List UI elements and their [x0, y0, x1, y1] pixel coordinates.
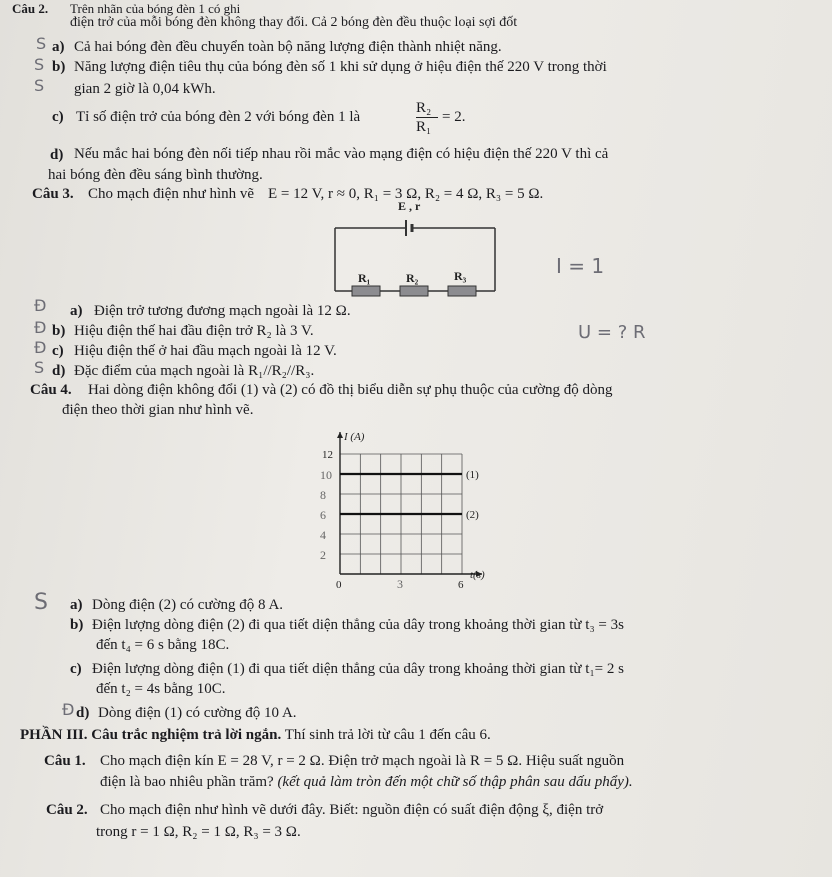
- handwritten-note-i: I = 1: [556, 254, 605, 278]
- q3-c-text: Hiệu điện thế ở hai đầu mạch ngoài là 12 V.: [74, 343, 337, 359]
- chart-labels: [320, 431, 485, 590]
- q4-number: Câu 4.: [30, 382, 72, 398]
- resistor-r2: [400, 286, 428, 296]
- p3-c2-line2: trong r = 1 Ω, R₂ = 1 Ω, R₃ = 3 Ω.: [96, 824, 301, 840]
- part3-heading-row: [20, 726, 491, 744]
- chart-series: [340, 469, 479, 521]
- q2-b-text-line1: Năng lượng điện tiêu thụ của bóng đèn số 1 khi sử dụng ở hiệu điện thế 220 V trong thời: [74, 59, 607, 75]
- q4-intro-line2: điện theo thời gian như hình vẽ.: [62, 402, 254, 418]
- handwritten-x-tick: 3: [397, 577, 403, 590]
- p3-c1-line1: Cho mạch điện kín E = 28 V, r = 2 Ω. Điện trở mạch ngoài là R = 5 Ω. Hiệu suất nguồn: [100, 753, 625, 769]
- handwritten-note-u: U = ? R: [578, 322, 646, 343]
- q2-intro-line1: Trên nhãn của bóng đèn 1 có ghi: [70, 1, 241, 16]
- part3-heading: PHẦN III. Câu trắc nghiệm trả lời ngắn.: [20, 727, 282, 743]
- circuit-diagram: [330, 196, 500, 306]
- q2-b-text-line2: gian 2 giờ là 0,04 kWh.: [74, 81, 216, 97]
- r1-label: R₁: [358, 271, 371, 285]
- handwritten-mark-b: S: [34, 55, 45, 74]
- p3-c1-line2-b: (kết quả làm tròn đến một chữ số thập phân sau dấu phẩy).: [277, 774, 633, 790]
- q3-params: E = 12 V, r ≈ 0, R₁ = 3 Ω, R₂ = 4 Ω, R₃ = 5 Ω.: [268, 186, 544, 202]
- series-label: (2): [466, 509, 479, 521]
- handwritten-y-tick: 4: [320, 528, 326, 542]
- x-tick-label: 6: [458, 579, 464, 590]
- c-formula-denominator: R₁: [416, 119, 432, 135]
- resistor-r1: [352, 286, 380, 296]
- handwritten-mark-q3a: Đ: [34, 296, 47, 315]
- handwritten-mark-q4a: S: [34, 590, 48, 615]
- q3-number: Câu 3.: [32, 186, 74, 202]
- q2-b-label: b): [52, 59, 66, 75]
- q4-b-label: b): [70, 617, 84, 633]
- handwritten-mark-a: S: [36, 34, 47, 53]
- q4-d-text: Dòng điện (1) có cường độ 10 A.: [98, 705, 297, 721]
- q2-a-text: Cả hai bóng đèn đều chuyển toàn bộ năng lượng điện thành nhiệt năng.: [74, 39, 502, 55]
- handwritten-mark-q3c: Đ: [34, 338, 47, 357]
- q4-b-text-line2: đến t₄ = 6 s bằng 18C.: [96, 637, 230, 653]
- q4-c-label: c): [70, 661, 82, 677]
- handwritten-mark-q3b: Đ: [34, 318, 47, 337]
- q3-intro: Cho mạch điện như hình vẽ: [88, 186, 255, 202]
- q2-c-text: Tỉ số điện trở của bóng đèn 2 với bóng đèn 1 là: [76, 109, 361, 125]
- c-formula-rhs: = 2.: [442, 109, 466, 125]
- q2-a-label: a): [52, 39, 65, 55]
- handwritten-y-tick: 2: [320, 548, 326, 562]
- p3-c1-line2-a: điện là bao nhiêu phần trăm?: [100, 774, 274, 790]
- resistor-r3: [448, 286, 476, 296]
- y-tick-label: 12: [322, 449, 333, 461]
- q2-number: Câu 2.: [12, 1, 49, 16]
- q4-a-label: a): [70, 597, 83, 613]
- q4-d-label: d): [76, 705, 90, 721]
- handwritten-y-tick: 10: [320, 468, 332, 482]
- q4-a-text: Dòng điện (2) có cường độ 8 A.: [92, 597, 284, 613]
- handwritten-mark-b2: S: [34, 76, 45, 95]
- y-axis-arrow: [337, 432, 343, 438]
- source-label: E , r: [398, 199, 421, 213]
- q3-a-label: a): [70, 303, 83, 319]
- p3-c2-number: Câu 2.: [46, 802, 88, 818]
- p3-c1-line2: [100, 773, 633, 791]
- q4-intro-line1: Hai dòng điện không đổi (1) và (2) có đồ thị biểu diễn sự phụ thuộc của cường độ dòng: [88, 382, 613, 398]
- q2-intro-line2: điện trở của mỗi bóng đèn không thay đổi. Cả 2 bóng đèn đều thuộc loại sợi đốt: [70, 15, 518, 30]
- q4-c-text-line1: Điện lượng dòng điện (1) đi qua tiết diện thẳng của dây trong khoảng thời gian từ t₁= 2 s: [92, 661, 624, 677]
- q3-b-label: b): [52, 323, 66, 339]
- p3-c2-line1: Cho mạch điện như hình vẽ dưới đây. Biết: nguồn điện có suất điện động ξ, điện trở: [100, 802, 604, 818]
- q4-b-text-line1: Điện lượng dòng điện (2) đi qua tiết diện thẳng của dây trong khoảng thời gian từ t₃ = 3s: [92, 617, 624, 633]
- y-axis-label: I (A): [344, 431, 365, 443]
- q2-d-label: d): [50, 147, 64, 163]
- p3-c1-number: Câu 1.: [44, 753, 86, 769]
- part3-heading-rest: Thí sinh trả lời từ câu 1 đến câu 6.: [284, 727, 491, 743]
- current-time-chart: [300, 418, 530, 590]
- handwritten-y-tick: 8: [320, 488, 326, 502]
- x-tick-label: 0: [336, 579, 342, 590]
- q3-a-text: Điện trở tương đương mạch ngoài là 12 Ω.: [94, 303, 351, 319]
- handwritten-mark-q4d: Đ: [62, 700, 75, 719]
- c-formula-numerator: R₂: [416, 100, 432, 116]
- series-label: (1): [466, 469, 479, 481]
- q4-c-text-line2: đến t₂ = 4s bằng 10C.: [96, 681, 226, 697]
- handwritten-y-tick: 6: [320, 508, 326, 522]
- handwritten-mark-q3d: S: [34, 358, 45, 377]
- q3-d-text: Đặc điểm của mạch ngoài là R₁//R₂//R₃.: [74, 363, 315, 379]
- q2-d-text-line1: Nếu mắc hai bóng đèn nối tiếp nhau rồi mắc vào mạng điện có hiệu điện thế 220 V thì cả: [74, 146, 609, 162]
- x-axis-label: t(s): [470, 569, 485, 581]
- q3-b-text: Hiệu điện thế hai đầu điện trở R₂ là 3 V.: [74, 323, 314, 339]
- q3-d-label: d): [52, 363, 66, 379]
- q3-c-label: c): [52, 343, 64, 359]
- r3-label: R₃: [454, 269, 467, 283]
- q2-c-label: c): [52, 109, 64, 125]
- q2-d-text-line2: hai bóng đèn đều sáng bình thường.: [48, 167, 263, 183]
- r2-label: R₂: [406, 271, 419, 285]
